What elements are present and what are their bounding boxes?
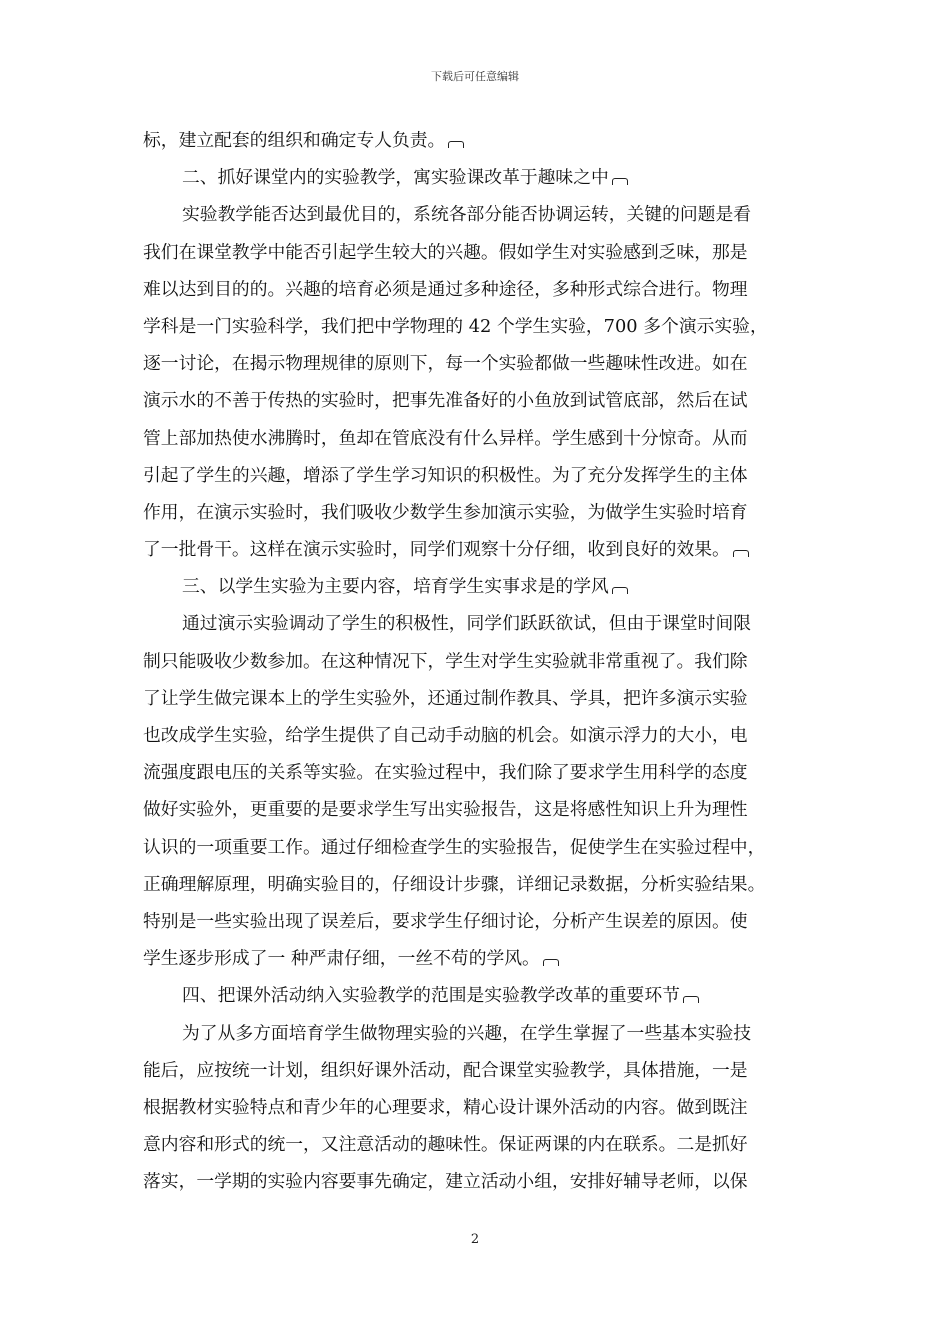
section-heading: 四、把课外活动纳入实验教学的范围是实验教学改革的重要环节 <box>143 977 823 1014</box>
text-line: 标，建立配套的组织和确定专人负责。 <box>143 122 823 159</box>
paragraph-mark-icon <box>612 587 628 594</box>
paragraph-mark-icon <box>448 141 464 148</box>
text-line: 做好实验外，更重要的是要求学生写出实验报告，这是将感性知识上升为理性 <box>143 799 748 821</box>
text-line: 为了从多方面培育学生做物理实验的兴趣，在学生掌握了一些基本实验技 <box>182 1022 752 1044</box>
page-number: 2 <box>470 1232 480 1247</box>
paragraph-mark-icon <box>543 959 559 966</box>
text-line: 正确理解原理，明确实验目的，仔细设计步骤，详细记录数据，分析实验结果。 <box>143 873 766 895</box>
paragraph-mark-icon <box>683 996 699 1003</box>
text-line: 逐一讨论，在揭示物理规律的原则下，每一个实验都做一些趣味性改进。如在 <box>143 353 748 375</box>
text-line: 演示水的不善于传热的实验时，把事先准备好的小鱼放到试管底部，然后在试 <box>143 390 748 412</box>
text-line: 我们在课堂教学中能否引起学生较大的兴趣。假如学生对实验感到乏味，那是 <box>143 241 748 263</box>
document-body <box>143 122 823 1200</box>
text-line: 作用，在演示实验时，我们吸收少数学生参加演示实验，为做学生实验时培育 <box>143 501 748 523</box>
paragraph-mark-icon <box>612 178 628 185</box>
page-header: 下载后可任意编辑 <box>431 70 519 83</box>
text-line: 了让学生做完课本上的学生实验外，还通过制作教具、学具，把许多演示实验 <box>143 687 748 709</box>
text-line: 认识的一项重要工作。通过仔细检查学生的实验报告，促使学生在实验过程中， <box>143 836 766 858</box>
text-line: 能后，应按统一计划，组织好课外活动，配合课堂实验教学，具体措施，一是 <box>143 1059 748 1081</box>
section-heading: 二、抓好课堂内的实验教学，寓实验课改革于趣味之中 <box>143 159 823 196</box>
text-line: 学科是一门实验科学，我们把中学物理的 42 个学生实验，700 多个演示实验， <box>143 315 768 337</box>
text-line: 了一批骨干。这样在演示实验时，同学们观察十分仔细，收到良好的效果。 <box>143 531 823 568</box>
text-line: 通过演示实验调动了学生的积极性，同学们跃跃欲试，但由于课堂时间限 <box>182 613 752 635</box>
text-line: 特别是一些实验出现了误差后，要求学生仔细讨论，分析产生误差的原因。使 <box>143 910 748 932</box>
text-line: 制只能吸收少数参加。在这种情况下，学生对学生实验就非常重视了。我们除 <box>143 650 748 672</box>
text-line: 根据教材实验特点和青少年的心理要求，精心设计课外活动的内容。做到既注 <box>143 1096 748 1118</box>
text-line: 意内容和形式的统一，又注意活动的趣味性。保证两课的内在联系。二是抓好 <box>143 1134 748 1156</box>
text-line: 流强度跟电压的关系等实验。在实验过程中，我们除了要求学生用科学的态度 <box>143 762 748 784</box>
text-line: 引起了学生的兴趣，增添了学生学习知识的积极性。为了充分发挥学生的主体 <box>143 464 748 486</box>
text-line: 学生逐步形成了一 种严肃仔细，一丝不苟的学风。 <box>143 940 823 977</box>
text-line: 也改成学生实验，给学生提供了自己动手动脑的机会。如演示浮力的大小，电 <box>143 725 748 746</box>
text-line: 难以达到目的的。兴趣的培育必须是通过多种途径，多种形式综合进行。物理 <box>143 278 748 300</box>
text-line: 管上部加热使水沸腾时，鱼却在管底没有什么异样。学生感到十分惊奇。从而 <box>143 427 748 449</box>
text-line: 实验教学能否达到最优目的，系统各部分能否协调运转，关键的问题是看 <box>182 204 752 226</box>
paragraph-mark-icon <box>733 550 749 557</box>
section-heading: 三、以学生实验为主要内容，培育学生实事求是的学风 <box>143 568 823 605</box>
text-line: 落实，一学期的实验内容要事先确定，建立活动小组，安排好辅导老师，以保 <box>143 1171 748 1193</box>
